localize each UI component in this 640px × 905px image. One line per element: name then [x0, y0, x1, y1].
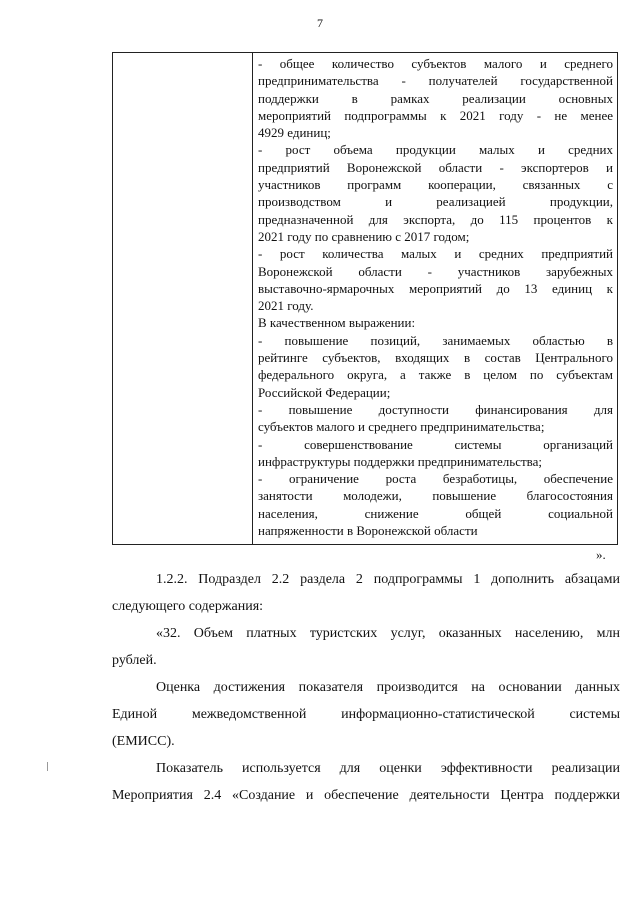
paragraph-line: Единой межведомственной информационно-статистической системы: [112, 707, 620, 722]
table-line: поддержки в рамках реализации основных: [258, 90, 613, 106]
table-line: инфраструктуры поддержки предпринимательства;: [258, 453, 543, 469]
table-line: предназначенной для экспорта, до 115 процентов к: [258, 211, 613, 227]
paragraph-line: Оценка достижения показателя производится на основании данных: [156, 680, 620, 695]
table-line: занятости молодежи, повышение благосостояния: [258, 488, 613, 504]
paragraph-line: (ЕМИСС).: [112, 734, 175, 749]
table-line: 2021 году по сравнению с 2017 годом;: [258, 228, 470, 244]
table-line: предпринимательства - получателей государственной: [258, 73, 613, 89]
margin-mark: [47, 762, 48, 771]
table-line: выставочно-ярмарочных мероприятий до 13 единиц к: [258, 280, 613, 296]
table-line: населения, снижение общей социальной: [258, 505, 613, 521]
table-line: напряженности в Воронежской области: [258, 523, 478, 539]
paragraph-line: Показатель используется для оценки эффективности реализации: [156, 761, 620, 776]
table-line: мероприятий подпрограммы к 2021 году - не менее: [258, 107, 613, 123]
table-line: 2021 году.: [258, 298, 314, 314]
table-line: - повышение позиций, занимаемых областью в: [258, 332, 613, 348]
paragraph-line: Мероприятия 2.4 «Создание и обеспечение деятельности Центра поддержки: [112, 788, 620, 803]
paragraph-line: 1.2.2. Подраздел 2.2 раздела 2 подпрограммы 1 дополнить абзацами: [156, 572, 620, 587]
paragraph-line: «32. Объем платных туристских услуг, оказанных населению, млн: [156, 626, 620, 641]
table-line: предприятий Воронежской области - экспортеров и: [258, 159, 613, 175]
table-line: - рост объема продукции малых и средних: [258, 142, 613, 158]
table-line: - общее количество субъектов малого и среднего: [258, 56, 613, 71]
table-line: рейтинге субъектов, входящих в состав Центрального: [258, 350, 613, 366]
page-number: 7: [317, 16, 323, 30]
table-line: участников программ кооперации, связанных с: [258, 177, 613, 193]
paragraph-line: следующего содержания:: [112, 599, 264, 614]
indicator-table: [112, 52, 618, 545]
table-line: - ограничение роста безработицы, обеспечение: [258, 471, 613, 487]
table-line: производством и реализацией продукции,: [258, 194, 613, 210]
table-left-cell: [113, 53, 253, 544]
table-line: - рост количества малых и средних предприятий: [258, 246, 613, 262]
paragraph-line: рублей.: [112, 653, 157, 668]
table-right-cell: [253, 53, 617, 544]
table-line: субъектов малого и среднего предпринимательства;: [258, 419, 545, 435]
table-line: Воронежской области - участников зарубежных: [258, 263, 613, 279]
closing-quote: ».: [596, 547, 606, 562]
table-line: федерального округа, а также в целом по субъектам: [258, 367, 613, 383]
body-text: [112, 566, 620, 809]
table-line: Российской Федерации;: [258, 384, 391, 400]
table-line: - совершенствование системы организаций: [258, 436, 613, 452]
table-line: 4929 единиц;: [258, 125, 331, 141]
table-line: - повышение доступности финансирования для: [258, 401, 613, 417]
table-line: В качественном выражении:: [258, 315, 416, 331]
